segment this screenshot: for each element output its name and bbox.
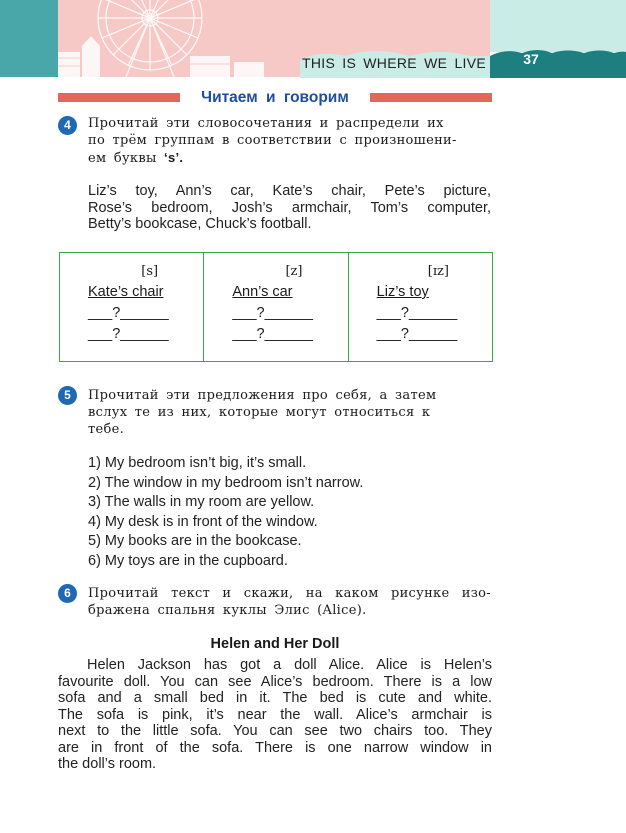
page-number: 37 xyxy=(523,51,539,67)
blank-answer[interactable]: ___?______ xyxy=(232,326,313,342)
example-phrase: Ann’s car xyxy=(232,284,293,300)
story-line: next to the little sofa. You can see two chairs too. They xyxy=(58,723,492,739)
blank-answer[interactable]: ___?______ xyxy=(232,305,313,321)
section-bar-left xyxy=(58,93,180,102)
list-item: 4) My desk is in front of the window. xyxy=(88,513,318,530)
story-line: Helen Jackson has got a doll Alice. Alice is Helen’s xyxy=(87,657,492,673)
instruction-line: вслух те из них, которые могут относиться к xyxy=(88,405,431,420)
header-right-band xyxy=(490,0,626,52)
list-item: 5) My books are in the bookcase. xyxy=(88,533,302,549)
story-line: are in front of the sofa. There is one narrow window in xyxy=(58,739,492,756)
task4-instruction xyxy=(88,115,491,167)
instruction-line: Прочитай текст и скажи, на каком рисунке изо- xyxy=(88,586,491,601)
table-column-iz xyxy=(348,253,492,362)
phrases-line: Rose’s bedroom, Josh’s armchair, Tom’s computer, xyxy=(88,199,491,216)
task-number-badge: 6 xyxy=(58,584,77,603)
task-number-badge: 4 xyxy=(58,116,77,135)
task-number-badge: 5 xyxy=(58,386,77,405)
task5-sentence-list xyxy=(88,454,491,571)
blank-answer[interactable]: ___?______ xyxy=(88,305,169,321)
header-left-band xyxy=(0,0,58,77)
list-item: 6) My toys are in the cupboard. xyxy=(88,552,288,569)
page-title: THIS IS WHERE WE LIVE xyxy=(302,55,486,71)
table-column-z xyxy=(204,253,348,362)
section-title: Читаем и говорим xyxy=(180,89,370,107)
task5-instruction xyxy=(88,387,491,438)
instruction-line: тебе. xyxy=(88,422,125,437)
phrases-line: Liz’s toy, Ann’s car, Kate’s chair, Pete’s picture, xyxy=(88,183,491,199)
example-phrase: Liz’s toy xyxy=(376,284,429,300)
sound-symbol: [ɪz] xyxy=(427,264,449,279)
instruction-line xyxy=(88,149,491,167)
blank-answer[interactable]: ___?______ xyxy=(88,326,169,342)
task6-instruction xyxy=(88,585,491,619)
instruction-line: Прочитай эти словосочетания и распредели их xyxy=(88,116,444,131)
story-line: sofa and a small bed in it. The bed is cute and white. xyxy=(58,690,492,706)
phrases-line: Betty’s bookcase, Chuck’s football. xyxy=(88,216,312,232)
instruction-line: бражена спальня куклы Элис (Alice). xyxy=(88,603,367,618)
blank-answer[interactable]: ___?______ xyxy=(376,305,458,321)
story-line: The sofa is pink, it’s near the wall. Alice’s armchair is xyxy=(58,706,492,723)
blank-answer[interactable]: ___?______ xyxy=(376,326,458,342)
list-item: 2) The window in my bedroom isn’t narrow. xyxy=(88,474,364,491)
task4-phrases xyxy=(88,183,491,233)
story-line: favourite doll. You can see Alice’s bedroom. There is a low xyxy=(58,673,492,690)
instruction-line: по трём группам в соответствии с произношени- xyxy=(88,133,457,148)
list-item: 3) The walls in my room are yellow. xyxy=(88,494,315,510)
instruction-line: Прочитай эти предложения про себя, а затем xyxy=(88,388,437,403)
sound-groups-table xyxy=(59,252,493,362)
sound-symbol: [z] xyxy=(285,264,303,279)
story-title: Helen and Her Doll xyxy=(210,636,340,652)
list-item: 1) My bedroom isn’t big, it’s small. xyxy=(88,455,307,471)
sound-symbol: [s] xyxy=(141,264,159,279)
letter-s: ‘s’. xyxy=(164,150,184,165)
story-text xyxy=(58,657,492,773)
example-phrase: Kate’s chair xyxy=(88,284,164,300)
story-line: the doll’s room. xyxy=(58,756,157,772)
table-column-s xyxy=(60,253,204,362)
instruction-text: ем буквы xyxy=(88,151,165,166)
section-bar-right xyxy=(370,93,492,102)
